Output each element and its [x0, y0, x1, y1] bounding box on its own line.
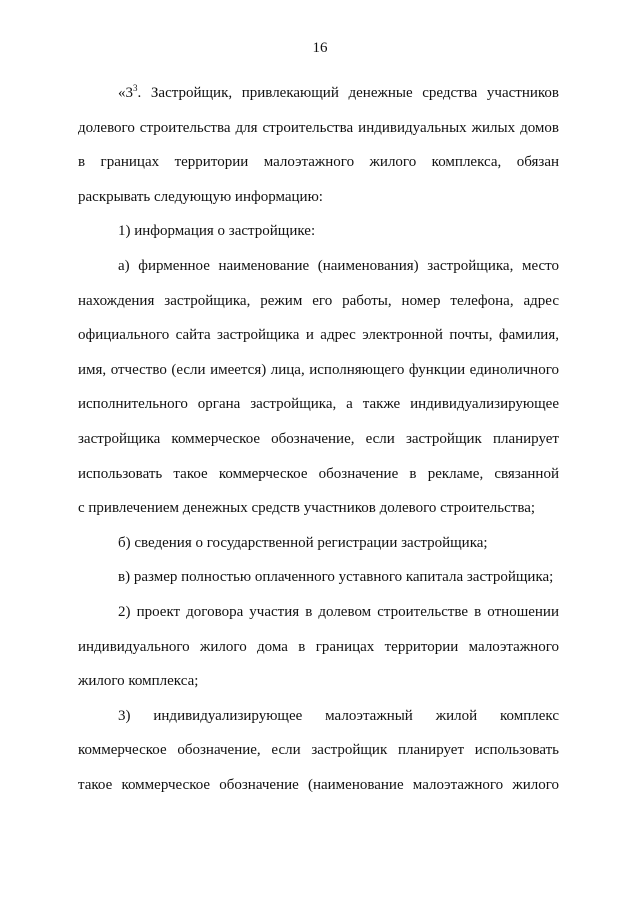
paragraph-line: а) фирменное наименование (наименования) застройщика, место — [118, 257, 559, 274]
paragraph-intro — [78, 76, 559, 214]
paragraph-line: имя, отчество (если имеется) лица, исполняющего функции единоличного — [78, 361, 559, 378]
paragraph-item-1a — [78, 249, 559, 526]
page-number: 16 — [312, 40, 328, 56]
paragraph-item-1c — [78, 560, 559, 595]
paragraph-line: застройщика коммерческое обозначение, если застройщик планирует — [78, 430, 559, 447]
paragraph-line: использовать такое коммерческое обозначение в рекламе, связанной — [78, 465, 559, 482]
paragraph-line: 1) информация о застройщике: — [118, 223, 316, 240]
paragraph-line: такое коммерческое обозначение (наименование малоэтажного жилого — [78, 776, 559, 793]
paragraph-line: с привлечением денежных средств участников долевого строительства; — [78, 500, 536, 517]
paragraph-line: исполнительного органа застройщика, а также индивидуализирующее — [78, 396, 559, 413]
paragraph-line: в границах территории малоэтажного жилого комплекса, обязан — [78, 154, 559, 171]
paragraph-line: нахождения застройщика, режим его работы, номер телефона, адрес — [78, 292, 559, 309]
paragraph-line: жилого комплекса; — [78, 673, 199, 690]
paragraph-line: в) размер полностью оплаченного уставного капитала застройщика; — [118, 569, 554, 586]
paragraph-line: индивидуального жилого дома в границах территории малоэтажного — [78, 638, 559, 655]
clause-superscript: 3 — [133, 83, 138, 93]
paragraph-item-2 — [78, 595, 559, 699]
paragraph-line: 2) проект договора участия в долевом строительстве в отношении — [118, 603, 559, 620]
paragraph-line: официального сайта застройщика и адрес электронной почты, фамилия, — [78, 327, 559, 344]
paragraph-line: долевого строительства для строительства индивидуальных жилых домов — [78, 119, 559, 136]
paragraph-item-3 — [78, 699, 559, 803]
paragraph-line: «$3^3$. Застройщик, привлекающий денежные средства участников — [118, 83, 559, 101]
paragraph-line: коммерческое обозначение, если застройщик планирует использовать — [78, 742, 559, 759]
paragraph-item-1 — [78, 214, 559, 249]
document-body — [78, 76, 559, 802]
paragraph-line: раскрывать следующую информацию: — [78, 188, 323, 205]
clause-number: «3 — [118, 85, 133, 101]
paragraph-line: 3) индивидуализирующее малоэтажный жилой комплекс — [118, 707, 559, 724]
paragraph-line: б) сведения о государственной регистрации застройщика; — [118, 534, 488, 551]
paragraph-item-1b — [78, 526, 559, 561]
